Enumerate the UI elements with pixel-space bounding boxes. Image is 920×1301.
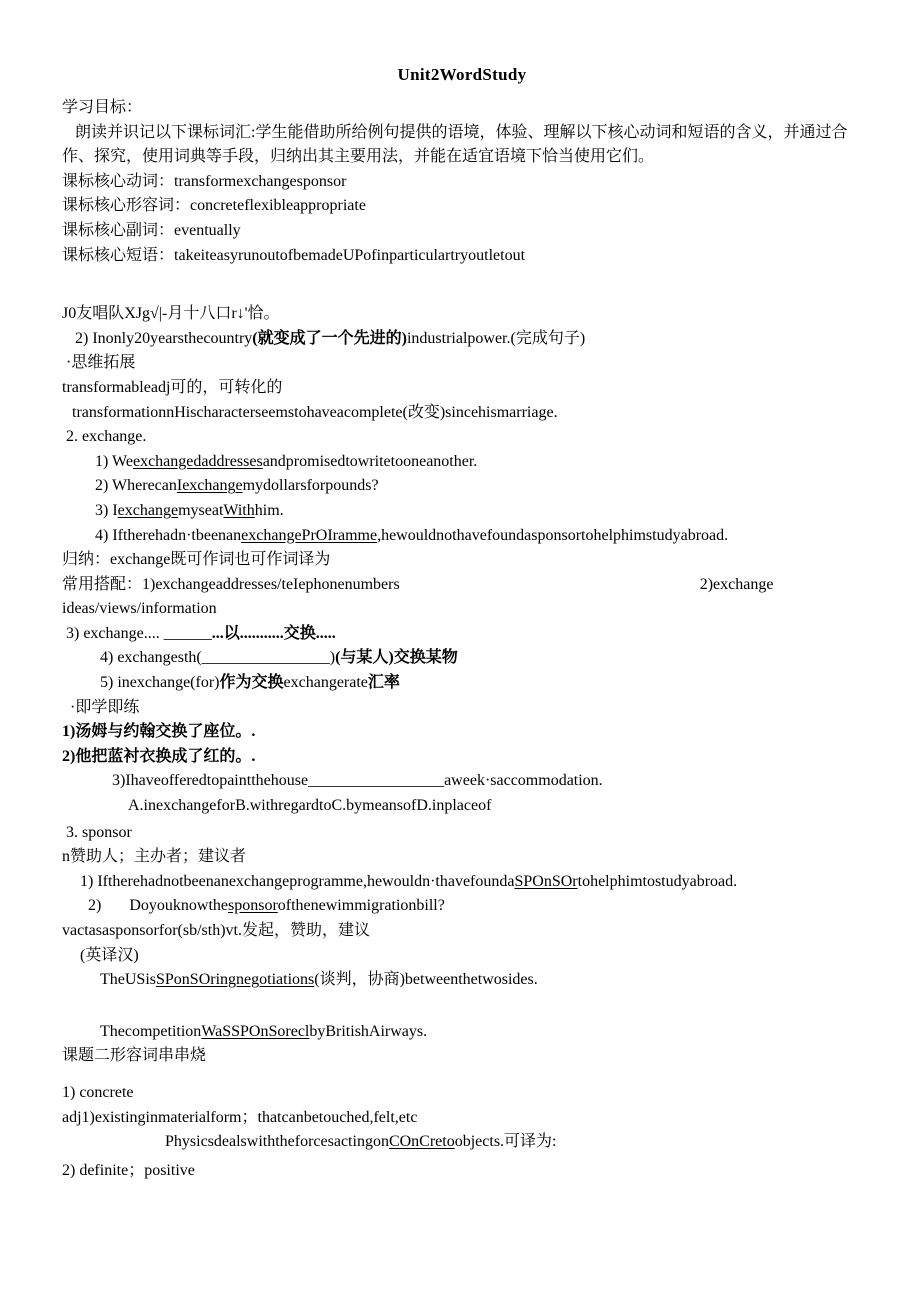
text-run: 汇率 bbox=[367, 674, 400, 692]
text-run: ofthenewimmigrationbill? bbox=[277, 897, 445, 915]
practice-heading bbox=[62, 696, 862, 721]
text-run: transformationnHischaracterseemstohaveacomplete(改变)sincehismarriage. bbox=[72, 403, 558, 421]
exchange-example-4 bbox=[62, 524, 862, 549]
text-run: ·即学即练 bbox=[70, 698, 140, 716]
text-run: 2)exchange bbox=[699, 575, 774, 593]
underlined-text: SPOnSOr bbox=[514, 872, 578, 890]
underlined-text: exchangePrOIramme bbox=[241, 526, 378, 544]
text-run: Doyouknowthe bbox=[129, 897, 228, 915]
concrete-example bbox=[62, 1130, 862, 1155]
text-run: tohelphimtostudyabroad. bbox=[577, 872, 738, 890]
text-run: 朗读并识记以下课标词汇:学生能借助所给例句提供的语境，体验、理解以下核心动词和短语的含义，并通过合 bbox=[75, 123, 848, 141]
text-run: 1) We bbox=[95, 452, 133, 470]
translation-heading bbox=[62, 944, 862, 969]
underlined-text: sponsor bbox=[227, 897, 278, 915]
text-run: andpromisedtowritetooneanother. bbox=[262, 452, 478, 470]
text-run: aweek·saccommodation. bbox=[444, 772, 603, 790]
text-run: 课标核心短语： bbox=[62, 246, 175, 264]
translation-sentence-1 bbox=[62, 968, 862, 993]
text-run: 常用搭配：1)exchangeaddresses/teIephonenumbers bbox=[62, 575, 400, 593]
text-run: 3) I bbox=[95, 501, 118, 519]
text-run: ) bbox=[329, 649, 336, 667]
exchange-example-2 bbox=[62, 474, 862, 499]
summary-line bbox=[62, 548, 862, 573]
text-run: 2) Wherecan bbox=[95, 477, 177, 495]
goals-description-line2 bbox=[62, 145, 862, 170]
text-run: 归纳：exchange既可作词也可作词译为 bbox=[62, 551, 331, 569]
text-run: him. bbox=[254, 501, 284, 519]
transformable-line bbox=[62, 376, 862, 401]
collocations-line bbox=[62, 573, 862, 598]
underlined-text: SPonSOringnegotiations bbox=[156, 971, 315, 989]
text-run: 课标核心动词： bbox=[62, 172, 175, 190]
text-run: 课题二形容词串串烧 bbox=[62, 1047, 207, 1065]
section-3-sponsor-heading bbox=[62, 821, 862, 846]
text-run: ______ bbox=[163, 624, 212, 642]
text-run: ·思维拓展 bbox=[66, 354, 136, 372]
text-run: ...以...........交换..... bbox=[211, 624, 336, 642]
text-run: vactasasponsorfor(sb/sth)vt.发起，赞助，建议 bbox=[62, 922, 370, 939]
exchange-pattern-3 bbox=[62, 622, 862, 647]
handwritten-note-line bbox=[62, 302, 862, 327]
text-run: J0友唱队XJg√|-月十八口r↓'恰。 bbox=[62, 305, 280, 323]
exchange-pattern-4 bbox=[62, 646, 862, 671]
topic-2-adjectives-heading bbox=[62, 1044, 862, 1069]
text-run: 1)汤姆与约翰交换了座位。. bbox=[62, 723, 256, 741]
exchange-pattern-5 bbox=[62, 671, 862, 696]
core-verbs-line bbox=[62, 170, 862, 195]
text-run: _________________ bbox=[308, 772, 445, 790]
text-run: (与某人)交换某物 bbox=[335, 649, 458, 667]
text-run: 2) definite；positive bbox=[62, 1161, 195, 1179]
learning-goals-heading bbox=[62, 96, 862, 121]
sponsor-example-2 bbox=[62, 894, 862, 919]
transform-example-2 bbox=[62, 327, 862, 352]
practice-3 bbox=[62, 769, 862, 794]
underlined-text: exchange bbox=[117, 501, 179, 519]
text-run: TheUSis bbox=[100, 971, 156, 989]
practice-3-options bbox=[62, 794, 862, 819]
text-run: (英译汉) bbox=[80, 946, 139, 964]
text-run: 2) bbox=[88, 897, 102, 915]
underlined-text: With bbox=[223, 501, 255, 519]
sponsor-noun-line bbox=[62, 845, 862, 870]
translation-sentence-2 bbox=[62, 1020, 862, 1045]
text-run: 作为交换 bbox=[219, 674, 284, 692]
text-run: 1) Iftherehadnotbeenanexchangeprogramme,hewouldn·thavefounda bbox=[80, 872, 515, 890]
text-run: 2. exchange. bbox=[66, 428, 147, 446]
text-run: byBritishAirways. bbox=[309, 1022, 428, 1040]
text-run: 3)Ihaveofferedtopaintthehouse bbox=[112, 772, 309, 790]
collocations-line-2 bbox=[62, 597, 862, 622]
practice-1 bbox=[62, 720, 862, 745]
section-2-exchange-heading bbox=[62, 425, 862, 450]
text-run: objects.可译为: bbox=[454, 1133, 557, 1151]
definite-line bbox=[62, 1159, 862, 1184]
text-run: ________________ bbox=[201, 649, 330, 667]
exchange-example-3 bbox=[62, 499, 862, 524]
concrete-definition-1 bbox=[62, 1106, 862, 1131]
goals-description-line1 bbox=[62, 121, 862, 146]
text-run: 1) concrete bbox=[62, 1083, 134, 1101]
text-run: 课标核心形容词： bbox=[62, 197, 191, 215]
text-run: 3) exchange.... bbox=[66, 624, 164, 642]
text-run: eventually bbox=[174, 221, 241, 239]
exchange-example-1 bbox=[62, 450, 862, 475]
document-body bbox=[62, 96, 862, 1183]
text-run: myseat bbox=[178, 501, 224, 519]
text-run: ,hewouldnothavefoundasponsortohelphimstudyabroad. bbox=[377, 526, 729, 544]
text-run: industrialpower.(完成句子) bbox=[406, 329, 586, 347]
underlined-text: COnCreto bbox=[388, 1133, 455, 1151]
sponsor-verb-line bbox=[62, 919, 862, 944]
underlined-text: Iexchange bbox=[176, 477, 243, 495]
sponsor-example-1 bbox=[62, 870, 862, 895]
text-run: takeiteasyrunoutofbemadeUPofinparticulartryoutletout bbox=[174, 246, 526, 264]
text-run: Physicsdealswiththeforcesactingon bbox=[165, 1133, 389, 1151]
text-run: concreteflexibleappropriate bbox=[190, 197, 366, 215]
text-run: 学习目标： bbox=[62, 99, 143, 116]
practice-2 bbox=[62, 745, 862, 770]
text-run: n赞助人；主办者；建议者 bbox=[62, 848, 247, 866]
text-run: 作、探究，使用词典等手段，归纳出其主要用法，并能在适宜语境下恰当使用它们。 bbox=[62, 148, 655, 166]
text-run: (谈判，协商)betweenthetwosides. bbox=[314, 971, 538, 989]
text-run: mydollarsforpounds? bbox=[242, 477, 379, 495]
text-run: Thecompetition bbox=[100, 1022, 202, 1040]
text-run: 2) Inonly20yearsthecountry bbox=[75, 329, 253, 347]
text-run: ideas/views/information bbox=[62, 600, 217, 618]
underlined-text: WaSSPOnSorecl bbox=[201, 1022, 310, 1040]
transformation-line bbox=[62, 401, 862, 426]
document-title: Unit2WordStudy bbox=[397, 65, 527, 84]
underlined-text: exchangedaddresses bbox=[132, 452, 263, 470]
core-phrases-line bbox=[62, 244, 862, 269]
text-run: 4) exchangesth( bbox=[100, 649, 202, 667]
text-run: adj1)existinginmaterialform；thatcanbetouched,felt,etc bbox=[62, 1108, 418, 1126]
text-run: transformableadj可的，可转化的 bbox=[62, 378, 283, 396]
text-run: exchangerate bbox=[283, 674, 368, 692]
thinking-expansion-heading bbox=[62, 351, 862, 376]
core-adverbs-line bbox=[62, 219, 862, 244]
text-run: 课标核心副词： bbox=[62, 221, 175, 239]
text-run: (就变成了一个先进的) bbox=[252, 329, 407, 347]
text-run: 5) inexchange(for) bbox=[100, 674, 220, 692]
text-run: 2)他把蓝衬衣换成了红的。. bbox=[62, 747, 256, 765]
concrete-heading bbox=[62, 1081, 862, 1106]
core-adjectives-line bbox=[62, 194, 862, 219]
text-run: transformexchangesponsor bbox=[174, 172, 347, 190]
text-run: 4) Iftherehadn·tbeenan bbox=[95, 526, 242, 544]
text-run: A.inexchangeforB.withregardtoC.bymeansofD.inplaceof bbox=[128, 797, 492, 815]
text-run: 3. sponsor bbox=[66, 823, 132, 841]
